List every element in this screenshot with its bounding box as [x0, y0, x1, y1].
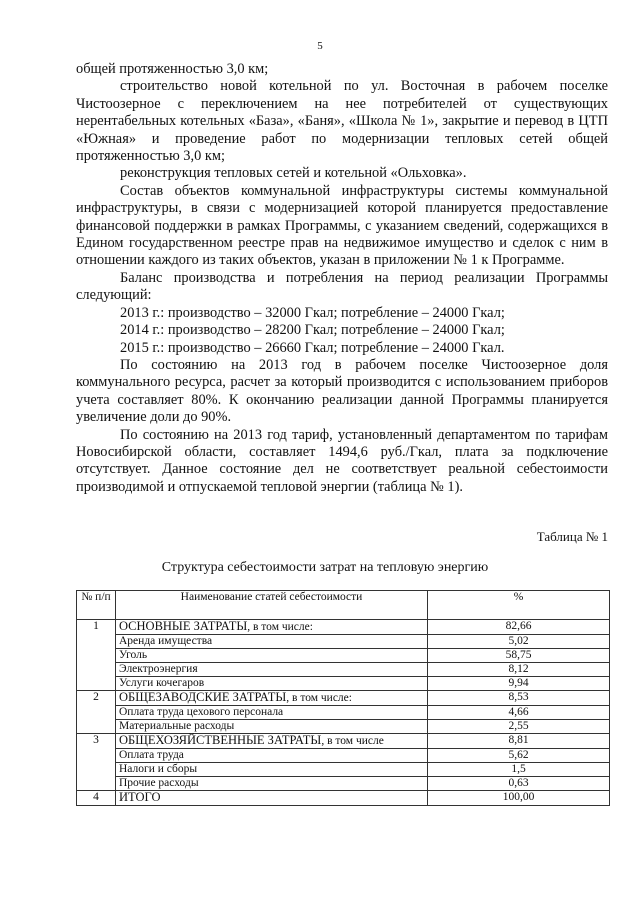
- cost-percent: 5,02: [428, 635, 610, 649]
- cost-percent: 4,66: [428, 706, 610, 720]
- paragraph: По состоянию на 2013 год тариф, установленный департаментом по тарифам Новосибирской области, составляет 1494,6 руб./Гкал, плата за подключение отсутствует. Данное состояние дел не соответствует реальной себестоимости производимой и отпускаемой тепловой энергии (таблица № 1).: [76, 426, 608, 495]
- table-row: [77, 777, 610, 791]
- cost-percent: 2,55: [428, 720, 610, 734]
- cost-percent: 8,12: [428, 663, 610, 677]
- table-row: [77, 635, 610, 649]
- cost-percent: 58,75: [428, 649, 610, 663]
- table-row: [77, 791, 610, 806]
- balance-line: 2013 г.: производство – 32000 Гкал; потребление – 24000 Гкал;: [120, 304, 505, 321]
- cost-percent: 9,94: [428, 677, 610, 691]
- cost-item-name: [116, 677, 428, 691]
- paragraph: строительство новой котельной по ул. Восточная в рабочем поселке Чистоозерное с переключением на нее потребителей от существующих нерентабельных котельных «База», «Баня», «Школа № 1», закрытие и перевод в ЦТП «Южная» и проведение работ по модернизации тепловых сетей общей протяженностью 3,0 км;: [76, 78, 608, 165]
- cost-item-label: Налоги и сборы: [119, 763, 198, 775]
- table-row: [77, 691, 610, 706]
- table-row: [77, 677, 610, 691]
- cost-item-name: [116, 620, 428, 635]
- cost-structure-table: [76, 590, 610, 806]
- page-number: 5: [317, 40, 323, 52]
- cost-item-label: Аренда имущества: [119, 635, 213, 647]
- table-row: [77, 749, 610, 763]
- row-number: 1: [77, 620, 116, 691]
- table-row: [77, 663, 610, 677]
- cost-item-label: Материальные расходы: [119, 720, 235, 732]
- table-row: [77, 620, 610, 635]
- cost-item-label: Уголь: [119, 649, 148, 661]
- table-row: [77, 763, 610, 777]
- cost-percent: 5,62: [428, 749, 610, 763]
- table-row: [77, 734, 610, 749]
- cost-item-name: [116, 691, 428, 706]
- table-number-label: Таблица № 1: [536, 529, 608, 544]
- cost-percent: 8,81: [428, 734, 610, 749]
- cost-item-label: Прочие расходы: [119, 777, 199, 789]
- row-number: 2: [77, 691, 116, 734]
- cost-item-name: [116, 649, 428, 663]
- cost-item-name: [116, 734, 428, 749]
- cost-item-label: Оплата труда цехового персонала: [119, 706, 284, 718]
- cost-percent: 82,66: [428, 620, 610, 635]
- row-number: 3: [77, 734, 116, 791]
- paragraph: Баланс производства и потребления на период реализации Программы следующий:: [76, 269, 608, 304]
- paragraph: реконструкция тепловых сетей и котельной «Ольховка».: [120, 165, 467, 182]
- cost-percent: 100,00: [428, 791, 610, 806]
- cost-item-suffix: , в том числе: [321, 735, 384, 747]
- cost-item-label: Услуги кочегаров: [119, 677, 205, 689]
- table-row: [77, 706, 610, 720]
- table-title: Структура себестоимости затрат на тепловую энергию: [161, 560, 489, 575]
- cost-item-label: ОБЩЕХОЗЯЙСТВЕННЫЕ ЗАТРАТЫ: [119, 733, 322, 747]
- body-text: [76, 61, 608, 496]
- cost-item-name: [116, 749, 428, 763]
- cost-item-name: [116, 706, 428, 720]
- paragraph: По состоянию на 2013 год в рабочем поселке Чистоозерное доля коммунального ресурса, расчет за который производится с использованием приборов учета составляет 80%. К окончанию реализации данной Программы планируется увеличение доли до 90%.: [76, 356, 608, 426]
- table-header-row: [77, 591, 610, 620]
- row-number: 4: [77, 791, 116, 806]
- paragraph: общей протяженностью 3,0 км;: [76, 61, 269, 77]
- balance-line: 2014 г.: производство – 28200 Гкал; потребление – 24000 Гкал;: [120, 322, 505, 339]
- cost-percent: 0,63: [428, 777, 610, 791]
- cost-item-name: [116, 791, 428, 806]
- cost-item-suffix: , в том числе:: [247, 621, 313, 633]
- table-row: [77, 649, 610, 663]
- header-percent: %: [428, 591, 610, 620]
- cost-item-label: Электроэнергия: [119, 663, 198, 675]
- cost-item-name: [116, 763, 428, 777]
- cost-percent: 8,53: [428, 691, 610, 706]
- cost-item-label: ОБЩЕЗАВОДСКИЕ ЗАТРАТЫ: [119, 690, 287, 704]
- header-name: Наименование статей себестоимости: [116, 591, 428, 620]
- cost-item-name: [116, 777, 428, 791]
- cost-item-name: [116, 663, 428, 677]
- cost-item-label: ОСНОВНЫЕ ЗАТРАТЫ: [119, 619, 248, 633]
- cost-percent: 1,5: [428, 763, 610, 777]
- cost-item-suffix: , в том числе:: [286, 692, 352, 704]
- balance-line: 2015 г.: производство – 26660 Гкал; потребление – 24000 Гкал.: [120, 339, 505, 356]
- cost-item-label: ИТОГО: [119, 790, 161, 804]
- paragraph: Состав объектов коммунальной инфраструктуры системы коммунальной инфраструктуры, в связи с модернизацией которой планируется предоставление финансовой поддержки в рамках Программы, с указанием сведений, содержащихся в Едином государственном реестре прав на недвижимое имущество и сделок с ним в отношении каждого из таких объектов, указан в приложении № 1 к Программе.: [76, 182, 608, 269]
- cost-item-name: [116, 635, 428, 649]
- cost-item-label: Оплата труда: [119, 749, 184, 761]
- cost-item-name: [116, 720, 428, 734]
- table-row: [77, 720, 610, 734]
- header-num: № п/п: [77, 591, 116, 620]
